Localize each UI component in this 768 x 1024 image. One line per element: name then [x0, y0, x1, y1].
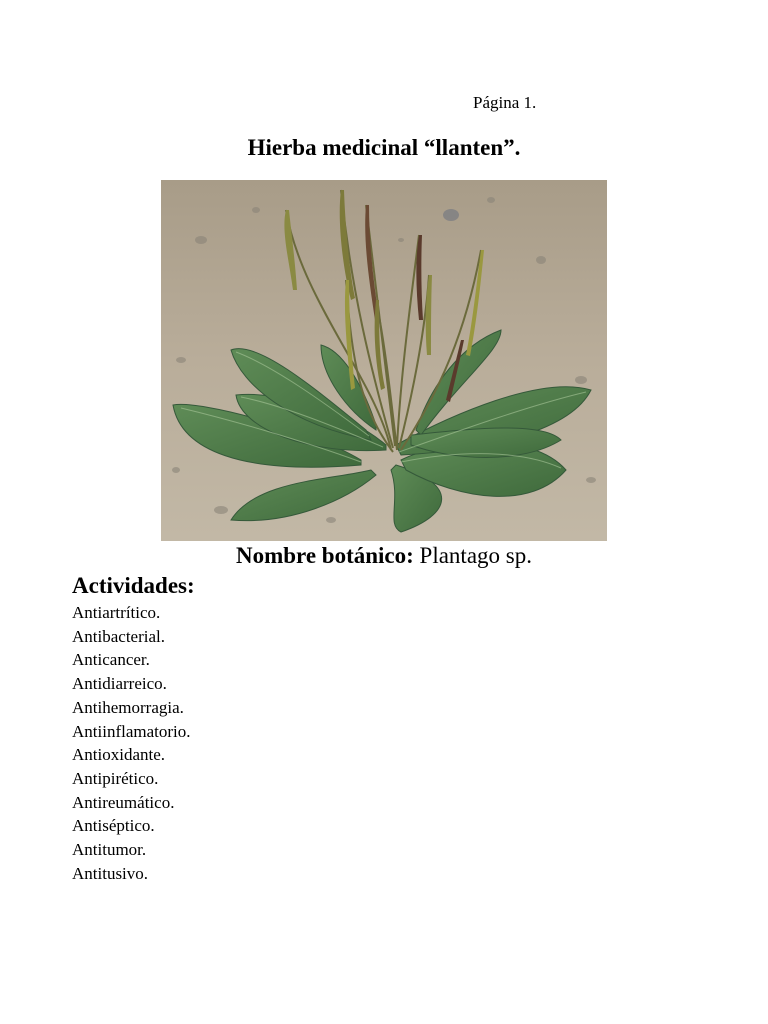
activity-item: Antihemorragia. — [72, 697, 184, 717]
activity-item: Anticancer. — [72, 650, 150, 670]
document-title: Hierba medicinal “llanten”. — [247, 135, 521, 160]
activities-list — [72, 601, 191, 885]
activities-heading: Actividades: — [72, 573, 195, 598]
activity-item: Antioxidante. — [72, 745, 166, 765]
botanical-name — [0, 541, 768, 571]
botanical-name-label: Nombre botánico: — [235, 543, 414, 568]
page-number: Página 1. — [473, 93, 537, 112]
activity-item: Antiinflamatorio. — [72, 721, 191, 741]
activity-item: Antitusivo. — [72, 863, 149, 883]
activity-item: Antibacterial. — [72, 626, 165, 646]
activity-item: Antidiarreico. — [72, 674, 167, 694]
botanical-name-value: Plantago sp. — [413, 543, 532, 568]
activity-item: Antipirético. — [72, 768, 159, 788]
activity-item: Antireumático. — [72, 792, 175, 812]
plantain-plant-photo — [161, 180, 607, 541]
activity-item: Antiséptico. — [72, 816, 155, 836]
activity-item: Antitumor. — [72, 840, 147, 860]
plant-illustration — [161, 180, 607, 541]
activity-item: Antiartrítico. — [72, 603, 161, 622]
